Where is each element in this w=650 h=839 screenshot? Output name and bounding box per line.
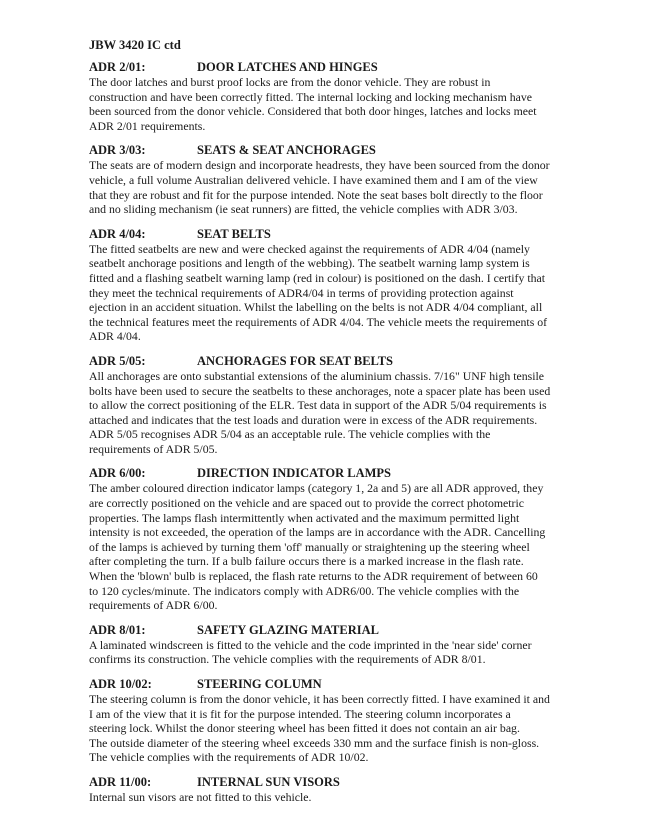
section-code: ADR 10/02: [89, 677, 152, 691]
body-line: after completing the turn. If a bulb failure occurs there is a marked increase in the flash rate. [89, 554, 524, 569]
body-line: I am of the view that it is fit for the purpose intended. The steering column incorporates a [89, 706, 511, 721]
section-body [89, 638, 559, 667]
body-line: fitted and a flashing seatbelt warning lamp (red in colour) is positioned on the dash. I certify that [89, 270, 546, 285]
section-body [89, 158, 559, 216]
section [89, 466, 559, 612]
body-line: the technical features meet the requirements of ADR 4/04. The vehicle meets the requirements of [89, 314, 548, 329]
body-line: A laminated windscreen is fitted to the vehicle and the code imprinted in the 'near side' corner [89, 637, 532, 652]
section-body [89, 369, 559, 457]
section [89, 227, 559, 344]
section-heading [89, 227, 559, 242]
body-line: ejection in an accident situation. Whilst the labelling on the belts is not ADR 4/04 compliant, all [89, 300, 543, 315]
section [89, 354, 559, 457]
section-body [89, 242, 559, 344]
body-line: ADR 5/05 recognises ADR 5/04 as an acceptable rule. The vehicle complies with the [89, 427, 491, 442]
body-line: they meet the technical requirements of ADR4/04 in terms of providing protection against [89, 285, 514, 300]
section [89, 143, 559, 216]
body-line: that they are robust and fit for the purpose intended. Note the seat bases bolt directly to the floor [89, 187, 543, 202]
body-line: requirements of ADR 5/05. [89, 441, 218, 456]
body-line: All anchorages are onto substantial extensions of the aluminium chassis. 7/16" UNF high tensile [89, 368, 544, 383]
body-line: bolts have been used to secure the seatbelts to these anchorages, note a spacer plate has been used [89, 383, 551, 398]
body-line: attached and indicates that the test loads and duration were in excess of the ADR requirements. [89, 412, 538, 427]
body-line: The steering column is from the donor vehicle, it has been correctly fitted. I have examined it and [89, 692, 550, 706]
section-heading [89, 466, 559, 481]
document-reference: JBW 3420 IC ctd [89, 38, 181, 52]
body-line: When the 'blown' bulb is replaced, the flash rate returns to the ADR requirement of between 60 [89, 569, 538, 584]
section [89, 775, 559, 805]
section-title: SEAT BELTS [197, 226, 271, 241]
section-title: STEERING COLUMN [197, 677, 322, 691]
section-code: ADR 2/01: [89, 60, 146, 74]
section-body [89, 481, 559, 612]
section-body [89, 692, 559, 765]
section-heading [89, 623, 559, 638]
body-line: ADR 4/04. [89, 329, 141, 344]
section-code: ADR 4/04: [89, 226, 146, 241]
body-line: seatbelt anchorage positions and length of the webbing). The seatbelt warning lamp system is [89, 256, 530, 271]
section-heading [89, 143, 559, 158]
body-line: The seats are of modern design and incorporate headrests, they have been sourced from the donor [89, 158, 550, 173]
body-line: are correctly positioned on the vehicle and are spaced out to provide the correct photometric [89, 496, 524, 511]
section-title: SEATS & SEAT ANCHORAGES [197, 143, 376, 158]
body-line: The amber coloured direction indicator lamps (category 1, 2a and 5) are all ADR approved, they [89, 481, 544, 496]
section [89, 60, 559, 133]
body-line: construction and have been correctly fitted. The internal locking and locking mechanism have [89, 89, 532, 104]
body-line: confirms its construction. The vehicle complies with the requirements of ADR 8/01. [89, 652, 486, 667]
section-heading [89, 775, 559, 790]
section-code: ADR 6/00: [89, 466, 146, 481]
section [89, 623, 559, 667]
section-title: DIRECTION INDICATOR LAMPS [197, 466, 392, 481]
section-code: ADR 3/03: [89, 143, 146, 158]
body-line: requirements of ADR 6/00. [89, 598, 218, 613]
section-title: ANCHORAGES FOR SEAT BELTS [197, 353, 394, 368]
body-line: of the lamps is achieved by turning them 'off' manually or straightening up the steering wheel [89, 539, 530, 554]
section-body [89, 790, 559, 805]
section-title: SAFETY GLAZING MATERIAL [197, 622, 379, 637]
body-line: The vehicle complies with the requirements of ADR 10/02. [89, 750, 369, 765]
body-line: to 120 cycles/minute. The indicators comply with ADR6/00. The vehicle complies with the [89, 583, 520, 598]
body-line: ADR 2/01 requirements. [89, 118, 206, 133]
body-line: to allow the correct positioning of the ELR. Test data in support of the ADR 5/04 requirements is [89, 398, 547, 413]
body-line: The door latches and burst proof locks are from the donor vehicle. They are robust in [89, 75, 491, 89]
section-title: DOOR LATCHES AND HINGES [197, 60, 378, 74]
section-code: ADR 5/05: [89, 353, 146, 368]
body-line: and no sliding mechanism (ie seat runners) are fitted, the vehicle complies with ADR 3/03. [89, 202, 518, 217]
body-line: vehicle, a full volume Australian delivered vehicle. I have examined them and I am of the view [89, 172, 538, 187]
section [89, 677, 559, 765]
body-line: steering lock. Whilst the donor steering wheel has been fitted it does not contain an air bag. [89, 721, 520, 736]
section-code: ADR 8/01: [89, 622, 146, 637]
section-code: ADR 11/00: [89, 774, 152, 789]
section-body [89, 75, 559, 133]
section-heading [89, 354, 559, 369]
body-line: Internal sun visors are not fitted to this vehicle. [89, 789, 312, 804]
section-heading [89, 60, 559, 75]
body-line: intensity is not exceeded, the operation of the lamps are in accordance with the ADR. Cancelling [89, 525, 546, 540]
sections-list [89, 60, 559, 815]
section-title: INTERNAL SUN VISORS [197, 774, 340, 789]
body-line: properties. The lamps flash intermittently when activated and the maximum permitted light [89, 510, 520, 525]
body-line: been sourced from the donor vehicle. Considered that both door hinges, latches and locks meet [89, 104, 537, 119]
body-line: The outside diameter of the steering wheel exceeds 330 mm and the surface finish is non-gloss. [89, 735, 540, 750]
body-line: The fitted seatbelts are new and were checked against the requirements of ADR 4/04 (namely [89, 241, 530, 256]
section-heading [89, 677, 559, 692]
